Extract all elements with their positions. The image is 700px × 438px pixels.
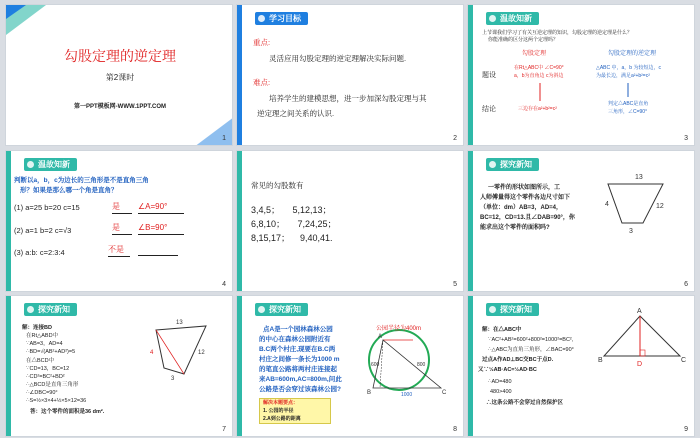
key-point-label: 重点: [253,38,271,47]
answer-2-yes: 是 [112,223,132,235]
problem-line-3: （单位：dm）AB=3，AD=4， [480,205,563,211]
row-conclusion: 结论 [482,106,496,113]
question-line-2: 形？如果是那么哪一个角是直角？ [20,187,118,194]
pythagorean-row-1: 3,4,5； 5,12,13； [251,205,332,215]
answer-3-no: 不是 [108,245,130,257]
point-c-label: C [681,357,687,364]
section-header: 探究新知 [24,303,77,316]
step: ∵AB=3，AD=4 [26,341,63,347]
step: 在△BCD中 [26,358,55,364]
slide-1-title: 勾股定理的逆定理 [64,48,176,64]
step: ∴BD=√(AB²+AD²)=5 [26,349,76,355]
accent-bar [237,5,242,145]
theorem-premise-1: 在Rt△ABC中 ∠C=90° [514,65,564,71]
slide-8-thumbnail[interactable] [236,295,464,437]
difficulty-text-1: 培养学生的建模思想，进一步加深勾股定理与其 [269,94,427,103]
step: ∴∠DBC=90° [26,390,58,396]
label-800: 800 [417,362,426,368]
answer-1-angle: ∠A=90° [138,202,184,214]
step-answer: 答：这个零件的面积是36 dm². [30,409,105,415]
problem-2: (2) a=1 b=2 c=√3 [14,226,72,235]
pythagorean-row-3: 8,15,17； 9,40,41. [251,233,333,243]
slide-number: 2 [453,135,457,142]
theorem-conclusion: 三边存在a²+b²=c² [518,106,557,112]
point-b-label: B [598,357,603,364]
answer-2-angle: ∠B=90° [138,223,184,235]
slide-number: 5 [453,281,457,288]
section-header: 探究新知 [486,158,539,171]
slide-number: 8 [453,426,457,433]
step: 解：连接BD [22,325,52,331]
step: 解：在△ABC中 [482,327,522,333]
quadrilateral-figure [6,296,233,437]
question-line-2: 你能准确的区分这两个定理吗？ [488,37,559,43]
label-13: 13 [635,174,643,181]
problem-line: 点A是一个园林森林公园 [263,326,333,333]
slide-4-thumbnail[interactable] [5,150,233,292]
question-line-1: 判断以a，b，c为边长的三角形是不是直角三角 [14,177,149,184]
problem-line: 来AB=600m,AC=800m,问此 [259,376,342,383]
answer-3-blank [138,245,178,256]
converse-conclusion-2: 三角形，∠C=90° [608,109,648,115]
step: ∴△ABC为直角三角形，∠BAC=90° [488,347,574,353]
step: ∴CD²=BC²+BD² [26,374,65,380]
step: 480>400 [490,389,512,395]
slide-number: 7 [222,426,226,433]
problem-line-5: 能求出这个零件的面积吗? [480,225,550,231]
point-c-label: C [442,390,447,396]
label-13: 13 [176,320,183,326]
label-3: 3 [629,228,633,235]
converse-premise-1: △ABC 中，a，b 为较短边，c [596,65,661,71]
accent-bar [468,5,473,145]
label-600: 600 [371,362,380,368]
step: ∴△BCD是直角三角形 [26,382,79,388]
step: ∵CD=13，BC=12 [26,366,70,372]
slide-number: 4 [222,281,226,288]
step: 过点A作AD⊥BC交BC于点D. [482,357,554,363]
problem-line-2: 人师傅量得这个零件各边尺寸如下 [480,195,571,201]
slide-2-thumbnail[interactable] [236,4,464,146]
pythagorean-row-2: 6,8,10； 7,24,25； [251,219,337,229]
hint-1: 1. 公园的半径 [263,408,294,414]
accent-bar [6,151,11,291]
hint-2: 2.A到公路的距离 [263,416,301,422]
slide-3-thumbnail[interactable] [467,4,695,146]
point-d-label: D [637,361,643,368]
point-b-label: B [367,390,372,396]
step: ∵AC²+AB²=600²+800²=1000²=BC², [488,337,574,343]
section-header: 温故知新 [486,12,539,25]
slide-7-thumbnail[interactable] [5,295,233,437]
section-header: 探究新知 [255,303,308,316]
question-line-1: 上节课我们学习了有关互逆定理的知识，勾股定理的逆定理是什么？ [482,30,633,36]
col-theorem: 勾股定理 [522,51,547,57]
compare-arrows [468,5,695,146]
slide-number: 3 [684,135,688,142]
bullet-icon [258,15,265,22]
step: 又∵½AB·AC=½AD·BC [478,367,537,373]
slide-number: 1 [222,135,226,142]
slide-1-subtitle: 第2课时 [105,73,135,82]
problem-line: B.C两个村庄,现要在B.C两 [259,346,336,353]
problem-3: (3) a:b: c=2:3:4 [14,248,65,257]
answer-1-yes: 是 [112,202,132,214]
row-premise: 题设 [482,72,496,79]
problem-line-1: 一零件的形状如图所示，工 [488,185,561,191]
slide-number: 9 [684,426,688,433]
label-12: 12 [198,350,205,356]
key-point-text: 灵活应用勾股定理的逆定理解决实际问题. [269,54,407,63]
slide-number: 6 [684,281,688,288]
problem-line: 村庄之间修一条长为1000 m [259,356,340,363]
slide-1-thumbnail[interactable] [5,4,233,146]
problem-line: 公路是否会穿过该森林公园? [259,386,341,393]
step: ∴S=½×3×4+½×5×12=36 [26,398,87,404]
problem-line: 的中心在森林公园附近有 [259,336,331,343]
difficulty-label: 难点: [253,78,271,87]
converse-conclusion-1: 判定△ABC是直角 [608,101,649,107]
park-radius-label: 公园半径为400m [376,326,422,332]
bullet-icon [27,161,34,168]
accent-bar [237,151,242,291]
bullet-icon [489,15,496,22]
hint-title: 解决本题要点： [263,400,299,406]
section-header: 温故知新 [24,158,77,171]
slide-6-thumbnail[interactable] [467,150,695,292]
difficulty-text-2: 逆定理之间关系的认识. [257,109,335,118]
label-4: 4 [150,350,154,356]
slide-9-thumbnail[interactable] [467,295,695,437]
quadrilateral-figure [468,151,695,292]
section-header: 学习目标 [255,12,308,25]
slide-5-thumbnail[interactable] [236,150,464,292]
slide-5-title: 常见的勾股数有 [251,181,304,190]
converse-premise-2: 为最长边，满足a²+b²=c² [596,73,650,79]
theorem-premise-2: a，b为直角边 c为斜边 [514,73,564,79]
step: 在Rt△ABD中 [26,333,59,339]
problem-line: 的笔直公路将两村庄连接起 [259,366,337,373]
problem-line-4: BC=12，CD=13.且∠DAB=90°，你 [480,215,575,221]
label-1000: 1000 [401,392,413,398]
col-converse: 勾股定理的逆定理 [608,51,657,57]
label-3: 3 [171,376,175,382]
label-4: 4 [605,201,609,208]
step: ∴AD=480 [488,379,512,385]
point-a-label: A [637,308,642,315]
section-header: 探究新知 [486,303,539,316]
problem-1: (1) a=25 b=20 c=15 [14,203,80,212]
point-a-label: A [378,334,383,340]
label-12: 12 [656,203,664,210]
triangle-figure [468,296,695,437]
step-answer: ∴这条公路不会穿过自然保护区 [486,400,564,406]
park-figure [237,296,464,437]
slide-1-footer: 第一PPT模板网-WWW.1PPT.COM [74,104,166,110]
